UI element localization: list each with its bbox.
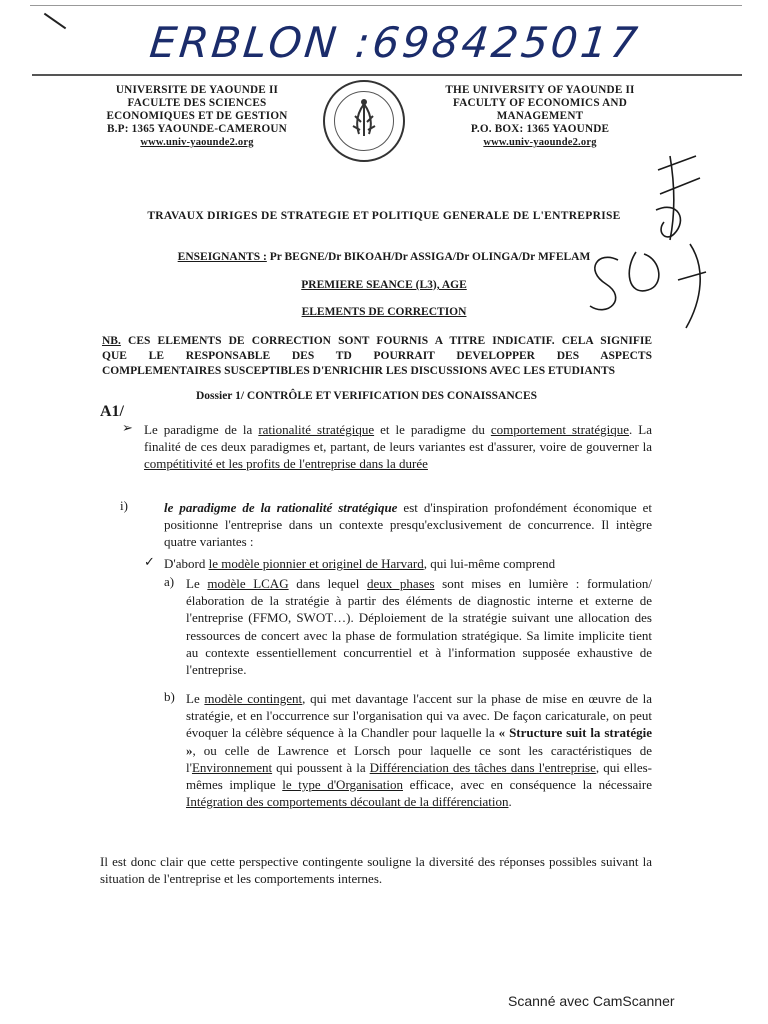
session-heading: PREMIERE SEANCE (L3), AGE [301, 279, 467, 291]
handwritten-signature [578, 150, 718, 350]
letterhead-right-website: www.univ-yaounde2.org [483, 137, 597, 148]
document-title: TRAVAUX DIRIGES DE STRATEGIE ET POLITIQUE GENERALE DE L'ENTREPRISE [147, 210, 621, 222]
underlined-term: compétitivité et les profits de l'entreprise dans la durée [144, 456, 428, 472]
check-bullet-icon: ✓ [144, 554, 155, 569]
paragraph-rationality [164, 499, 652, 551]
text-run: , ou celle de Lawrence et Lorsch pour laquelle ce sont les caractéristiques de l' [186, 742, 652, 775]
teachers-label: ENSEIGNANTS : [177, 251, 267, 263]
underlined-term: Intégration des comportements découlant de la différenciation [186, 794, 509, 810]
bold-term: le paradigme de la rationalité stratégique [164, 500, 398, 515]
underlined-term: comportement stratégique [490, 422, 630, 437]
text-run: . [508, 794, 512, 810]
text-run: . La finalité de ces deux paradigmes et, partant, de leurs variantes est d'assurer, voire de gouverner la [144, 422, 653, 455]
underlined-term: le modèle pionnier et originel de Harvard [208, 556, 424, 571]
underlined-term: modèle LCAG [207, 576, 289, 591]
text-run: Le [186, 576, 208, 591]
paragraph-contingent [186, 690, 652, 810]
underlined-term: Différenciation des tâches dans l'entreprise [369, 759, 596, 775]
letterhead-left-website: www.univ-yaounde2.org [140, 137, 254, 148]
list-marker-a: a) [164, 574, 175, 589]
nb-line-3: COMPLEMENTAIRES SUSCEPTIBLES D'ENRICHIR LES DISCUSSIONS AVEC LES ETUDIANTS [102, 365, 616, 377]
roman-numeral-bullet: i) [120, 498, 128, 513]
arrow-bullet-icon: ➢ [122, 420, 133, 435]
dossier-heading: Dossier 1/ CONTRÔLE ET VERIFICATION DES CONAISSANCES [196, 390, 538, 402]
underlined-term: rationalité stratégique [258, 422, 375, 437]
letterhead-left-line: FACULTE DES SCIENCES [127, 97, 267, 109]
text-run: , qui elles-mêmes implique [186, 759, 653, 793]
text-run: est d'inspiration profondément économique et positionne l'entreprise dans un contexte presqu'exclusivement de concurrence. Il intègre quatre variantes : [164, 500, 652, 550]
text-run: sont mises en lumière : formulation/élaboration de la stratégie à partir des éléments de diagnostic interne et externe de l'entreprise (FFMO, SWOT…). Déploiement de la stratégie suivant une allocation des ressources de concert avec la phase de formulation stratégique. Sa limite implicite tient au contexte essentiellement concurrentiel et à l'information supposée exhaustive de l'entreprise. [186, 576, 653, 678]
text-run: , qui lui-même comprend [423, 556, 556, 571]
letterhead-right-line: MANAGEMENT [496, 110, 584, 122]
text-run: efficace, avec en conséquence la nécessaire [402, 777, 652, 793]
text-run: Le [186, 691, 205, 706]
teachers-line [0, 251, 768, 263]
nb-notice [102, 334, 652, 379]
text-run: qui poussent à la [272, 759, 370, 775]
letterhead-right-line: THE UNIVERSITY OF YAOUNDE II [445, 84, 635, 96]
letterhead-right-line: P.O. BOX: 1365 YAOUNDE [470, 123, 610, 135]
teachers-names: Pr BEGNE/Dr BIKOAH/Dr ASSIGA/Dr OLINGA/Dr MFELAM [266, 251, 591, 263]
paragraph-conclusion: Il est donc clair que cette perspective contingente souligne la diversité des réponses possibles suivant la situation de l'entreprise et les comportements internes. [100, 854, 652, 887]
list-marker-b: b) [164, 689, 175, 704]
bold-term: « Structure suit la stratégie » [186, 725, 652, 758]
header-rule [32, 74, 742, 76]
text-run: dans lequel [288, 576, 367, 591]
nb-line-1: CES ELEMENTS DE CORRECTION SONT FOURNIS A TITRE INDICATIF. CELA SIGNIFIE [120, 335, 652, 347]
letterhead-right [440, 84, 640, 149]
handwritten-header: ERBLON :698425017 [147, 18, 643, 67]
subtitle-heading: ELEMENTS DE CORRECTION [301, 306, 467, 318]
handwritten-mark [44, 13, 66, 30]
nb-label: NB. [102, 335, 121, 347]
letterhead-left-line: UNIVERSITE DE YAOUNDE II [115, 84, 279, 96]
paragraph-paradigms [144, 421, 652, 473]
letterhead-left-line: ECONOMIQUES ET DE GESTION [106, 110, 288, 122]
underlined-term: deux phases [367, 576, 435, 591]
letterhead-left-line: B.P: 1365 YAOUNDE-CAMEROUN [107, 123, 287, 135]
section-label: A1/ [100, 403, 124, 420]
paragraph-lcag [186, 575, 652, 678]
letterhead-right-line: FACULTY OF ECONOMICS AND [453, 97, 627, 109]
text-run: D'abord [164, 556, 209, 571]
underlined-term: Environnement [191, 759, 273, 775]
university-seal-icon [323, 80, 405, 162]
paragraph-harvard [164, 555, 652, 572]
letterhead-left [92, 84, 302, 149]
text-run: Le paradigme de la [144, 422, 259, 437]
underlined-term: modèle contingent [204, 691, 303, 706]
nb-line-2: QUE LE RESPONSABLE DES TD POURRAIT DEVELOPPER DES ASPECTS [102, 350, 652, 362]
text-run: , qui met davantage l'accent sur la phase de mise en œuvre de la stratégie, et en l'occurrence sur l'organisation qui va avec. De façon caricaturale, on peut évoquer la célèbre séquence à la Chandler pour laquelle la [186, 691, 652, 741]
underlined-term: le type d'Organisation [282, 777, 403, 793]
scanner-watermark: Scanné avec CamScanner [508, 993, 675, 1009]
top-border-line [30, 5, 742, 6]
text-run: et le paradigme du [374, 422, 491, 437]
